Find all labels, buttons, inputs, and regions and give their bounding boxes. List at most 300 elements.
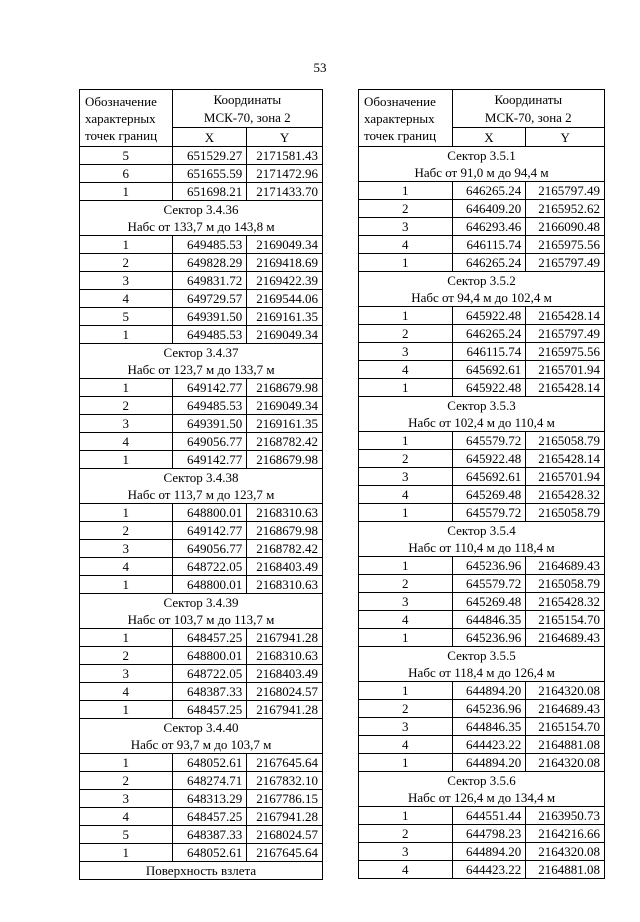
coord-y: 2165428.14 xyxy=(526,307,605,325)
coord-y: 2169161.35 xyxy=(247,415,323,433)
coord-y: 2164320.08 xyxy=(526,682,605,700)
sector-row xyxy=(359,272,605,290)
point-number: 1 xyxy=(80,844,173,862)
height-range-row xyxy=(359,289,605,307)
coord-x: 645579.72 xyxy=(452,575,526,593)
coord-y: 2165701.94 xyxy=(526,468,605,486)
table-row xyxy=(359,432,605,450)
point-number: 2 xyxy=(359,325,453,343)
coord-y: 2165975.56 xyxy=(526,236,605,254)
table-row xyxy=(359,468,605,486)
coord-y: 2165428.14 xyxy=(526,450,605,468)
sector-title: Сектор 3.4.39 xyxy=(80,594,323,612)
height-range-row xyxy=(80,361,323,379)
coord-y: 2165797.49 xyxy=(526,325,605,343)
table-row xyxy=(80,576,323,594)
coord-y: 2169049.34 xyxy=(247,397,323,415)
coord-x: 651655.59 xyxy=(172,165,247,183)
coord-x: 651698.21 xyxy=(172,183,247,201)
point-number: 3 xyxy=(359,593,453,611)
point-number: 2 xyxy=(359,575,453,593)
coord-x: 645922.48 xyxy=(452,450,526,468)
coord-y: 2168024.57 xyxy=(247,683,323,701)
table-row xyxy=(80,665,323,683)
point-number: 1 xyxy=(359,182,453,200)
table-row xyxy=(80,504,323,522)
table-row xyxy=(80,558,323,576)
coord-y: 2167941.28 xyxy=(247,701,323,719)
table-row xyxy=(80,540,323,558)
header-x: X xyxy=(172,128,247,147)
coord-y: 2165154.70 xyxy=(526,718,605,736)
coord-y: 2165428.14 xyxy=(526,379,605,397)
table-row xyxy=(359,236,605,254)
coord-x: 645692.61 xyxy=(452,468,526,486)
coord-x: 648387.33 xyxy=(172,683,247,701)
header-x: X xyxy=(452,128,526,147)
table-row xyxy=(359,807,605,825)
coord-x: 649391.50 xyxy=(172,415,247,433)
coord-y: 2165797.49 xyxy=(526,182,605,200)
coord-y: 2167786.15 xyxy=(247,790,323,808)
table-row xyxy=(80,808,323,826)
point-number: 2 xyxy=(80,772,173,790)
coord-y: 2165058.79 xyxy=(526,575,605,593)
coord-y: 2164216.66 xyxy=(526,825,605,843)
table-row xyxy=(359,450,605,468)
header-coordinates xyxy=(172,90,322,128)
coord-x: 648387.33 xyxy=(172,826,247,844)
height-range-row xyxy=(359,664,605,682)
coord-y: 2171581.43 xyxy=(247,147,323,165)
sector-row xyxy=(80,594,323,612)
coord-y: 2165058.79 xyxy=(526,432,605,450)
coord-y: 2165154.70 xyxy=(526,611,605,629)
point-number: 1 xyxy=(359,379,453,397)
point-number: 5 xyxy=(80,826,173,844)
sector-title: Сектор 3.5.4 xyxy=(359,522,605,540)
coord-x: 648457.25 xyxy=(172,701,247,719)
point-number: 1 xyxy=(359,682,453,700)
height-range: Набс от 123,7 м до 133,7 м xyxy=(80,361,323,379)
table-row xyxy=(80,236,323,254)
point-number: 2 xyxy=(359,450,453,468)
section-title-row xyxy=(80,862,323,880)
table-row xyxy=(359,307,605,325)
point-number: 1 xyxy=(359,807,453,825)
coord-x: 649729.57 xyxy=(172,290,247,308)
coord-y: 2168679.98 xyxy=(247,522,323,540)
coord-y: 2168679.98 xyxy=(247,451,323,469)
coord-x: 649056.77 xyxy=(172,540,247,558)
point-number: 4 xyxy=(359,611,453,629)
coord-x: 648052.61 xyxy=(172,754,247,772)
table-row xyxy=(359,379,605,397)
coord-y: 2169161.35 xyxy=(247,308,323,326)
height-range: Набс от 113,7 м до 123,7 м xyxy=(80,486,323,504)
coord-x: 649142.77 xyxy=(172,379,247,397)
coord-y: 2164320.08 xyxy=(526,754,605,772)
header-designation-line: точек границ xyxy=(364,127,437,143)
point-number: 3 xyxy=(80,665,173,683)
point-number: 1 xyxy=(80,504,173,522)
coord-y: 2168024.57 xyxy=(247,826,323,844)
point-number: 5 xyxy=(80,147,173,165)
coord-x: 648800.01 xyxy=(172,504,247,522)
sector-row xyxy=(359,647,605,665)
sector-row xyxy=(359,147,605,165)
point-number: 2 xyxy=(359,200,453,218)
sector-title: Сектор 3.4.38 xyxy=(80,469,323,487)
coord-x: 651529.27 xyxy=(172,147,247,165)
table-row xyxy=(80,272,323,290)
coord-y: 2167941.28 xyxy=(247,629,323,647)
coord-y: 2163950.73 xyxy=(526,807,605,825)
coord-x: 649485.53 xyxy=(172,236,247,254)
coord-x: 644798.23 xyxy=(452,825,526,843)
coord-x: 648722.05 xyxy=(172,558,247,576)
point-number: 2 xyxy=(80,647,173,665)
coord-x: 646115.74 xyxy=(452,236,526,254)
point-number: 1 xyxy=(80,576,173,594)
table-row xyxy=(359,825,605,843)
table-row xyxy=(359,254,605,272)
coord-y: 2168782.42 xyxy=(247,433,323,451)
table-row xyxy=(80,451,323,469)
table-row xyxy=(359,200,605,218)
table-row xyxy=(359,575,605,593)
coord-x: 645269.48 xyxy=(452,486,526,504)
header-designation-line: характерных xyxy=(85,110,156,126)
table-row xyxy=(80,754,323,772)
table-row xyxy=(359,325,605,343)
table-row xyxy=(80,701,323,719)
table-row xyxy=(359,361,605,379)
coord-y: 2165952.62 xyxy=(526,200,605,218)
coord-x: 644894.20 xyxy=(452,682,526,700)
header-coordinates-line: МСК-70, зона 2 xyxy=(203,109,291,125)
coord-x: 645579.72 xyxy=(452,432,526,450)
point-number: 3 xyxy=(359,218,453,236)
sector-title: Сектор 3.5.1 xyxy=(359,147,605,165)
coord-x: 646265.24 xyxy=(452,325,526,343)
table-row xyxy=(80,844,323,862)
page-number: 53 xyxy=(313,60,327,75)
height-range: Набс от 93,7 м до 103,7 м xyxy=(80,736,323,754)
coord-y: 2164881.08 xyxy=(526,736,605,754)
table-row xyxy=(80,379,323,397)
header-designation xyxy=(80,90,173,147)
coord-y: 2167645.64 xyxy=(247,754,323,772)
point-number: 3 xyxy=(359,843,453,861)
height-range-row xyxy=(359,539,605,557)
point-number: 1 xyxy=(80,236,173,254)
height-range-row xyxy=(359,414,605,432)
header-designation-line: характерных xyxy=(364,110,435,126)
coord-y: 2168679.98 xyxy=(247,379,323,397)
height-range: Набс от 126,4 м до 134,4 м xyxy=(359,789,605,807)
table-row xyxy=(359,629,605,647)
height-range: Набс от 133,7 м до 143,8 м xyxy=(80,218,323,236)
coord-y: 2166090.48 xyxy=(526,218,605,236)
point-number: 1 xyxy=(359,754,453,772)
coord-x: 648800.01 xyxy=(172,576,247,594)
coord-x: 648052.61 xyxy=(172,844,247,862)
coord-x: 645922.48 xyxy=(452,379,526,397)
sector-title: Сектор 3.4.37 xyxy=(80,344,323,362)
table-row xyxy=(359,557,605,575)
sector-row xyxy=(80,469,323,487)
point-number: 4 xyxy=(359,486,453,504)
point-number: 1 xyxy=(359,629,453,647)
coordinates-table-right xyxy=(358,89,605,879)
sector-row xyxy=(80,344,323,362)
coord-y: 2171433.70 xyxy=(247,183,323,201)
table-row xyxy=(359,218,605,236)
sector-row xyxy=(359,397,605,415)
table-row xyxy=(80,683,323,701)
coord-y: 2168403.49 xyxy=(247,558,323,576)
point-number: 5 xyxy=(80,308,173,326)
table-row xyxy=(80,772,323,790)
point-number: 2 xyxy=(80,522,173,540)
height-range: Набс от 102,4 м до 110,4 м xyxy=(359,414,605,432)
coord-x: 646293.46 xyxy=(452,218,526,236)
point-number: 1 xyxy=(359,254,453,272)
table-row xyxy=(80,183,323,201)
table-row xyxy=(359,861,605,879)
point-number: 4 xyxy=(359,236,453,254)
point-number: 1 xyxy=(80,754,173,772)
coord-y: 2164881.08 xyxy=(526,861,605,879)
point-number: 2 xyxy=(359,700,453,718)
height-range-row xyxy=(359,789,605,807)
point-number: 4 xyxy=(80,808,173,826)
table-row xyxy=(80,254,323,272)
coord-x: 649142.77 xyxy=(172,451,247,469)
sector-row xyxy=(80,201,323,219)
section-title: Поверхность взлета xyxy=(80,862,323,880)
coord-x: 644894.20 xyxy=(452,754,526,772)
coord-y: 2165428.32 xyxy=(526,486,605,504)
coord-x: 644423.22 xyxy=(452,861,526,879)
point-number: 1 xyxy=(80,629,173,647)
coord-y: 2169422.39 xyxy=(247,272,323,290)
table-row xyxy=(80,433,323,451)
point-number: 1 xyxy=(80,379,173,397)
coord-y: 2164689.43 xyxy=(526,629,605,647)
table-row xyxy=(80,647,323,665)
coord-x: 645236.96 xyxy=(452,700,526,718)
header-designation-line: Обозначение xyxy=(364,93,436,109)
coord-y: 2165428.32 xyxy=(526,593,605,611)
header-designation xyxy=(359,90,453,147)
sector-row xyxy=(80,719,323,737)
table-row xyxy=(80,522,323,540)
point-number: 3 xyxy=(80,415,173,433)
coord-y: 2168310.63 xyxy=(247,504,323,522)
coord-y: 2165701.94 xyxy=(526,361,605,379)
coord-y: 2168782.42 xyxy=(247,540,323,558)
point-number: 1 xyxy=(80,183,173,201)
table-row xyxy=(359,718,605,736)
coord-x: 648313.29 xyxy=(172,790,247,808)
coord-x: 645922.48 xyxy=(452,307,526,325)
point-number: 3 xyxy=(80,790,173,808)
coord-x: 646265.24 xyxy=(452,254,526,272)
height-range-row xyxy=(359,164,605,182)
table-row xyxy=(359,736,605,754)
coord-y: 2164320.08 xyxy=(526,843,605,861)
sector-title: Сектор 3.5.3 xyxy=(359,397,605,415)
coord-x: 646115.74 xyxy=(452,343,526,361)
coord-x: 645269.48 xyxy=(452,593,526,611)
table-row xyxy=(80,629,323,647)
coord-x: 645692.61 xyxy=(452,361,526,379)
table-row xyxy=(80,826,323,844)
header-coordinates xyxy=(452,90,604,128)
point-number: 3 xyxy=(359,343,453,361)
point-number: 1 xyxy=(359,307,453,325)
sector-title: Сектор 3.5.2 xyxy=(359,272,605,290)
coord-x: 648274.71 xyxy=(172,772,247,790)
coord-y: 2164689.43 xyxy=(526,700,605,718)
sector-title: Сектор 3.4.36 xyxy=(80,201,323,219)
coord-x: 644846.35 xyxy=(452,611,526,629)
point-number: 3 xyxy=(359,468,453,486)
table-row xyxy=(359,843,605,861)
point-number: 1 xyxy=(359,504,453,522)
height-range: Набс от 94,4 м до 102,4 м xyxy=(359,289,605,307)
height-range-row xyxy=(80,486,323,504)
coord-x: 649391.50 xyxy=(172,308,247,326)
coord-x: 648457.25 xyxy=(172,808,247,826)
coord-y: 2164689.43 xyxy=(526,557,605,575)
coord-x: 649142.77 xyxy=(172,522,247,540)
point-number: 4 xyxy=(359,361,453,379)
coord-x: 649828.29 xyxy=(172,254,247,272)
header-coordinates-line: МСК-70, зона 2 xyxy=(484,109,572,125)
table-row xyxy=(359,754,605,772)
sector-title: Сектор 3.4.40 xyxy=(80,719,323,737)
coord-x: 645236.96 xyxy=(452,629,526,647)
point-number: 1 xyxy=(80,326,173,344)
coord-y: 2165058.79 xyxy=(526,504,605,522)
point-number: 3 xyxy=(359,718,453,736)
point-number: 1 xyxy=(80,701,173,719)
coord-y: 2167832.10 xyxy=(247,772,323,790)
sector-row xyxy=(359,522,605,540)
coord-y: 2167645.64 xyxy=(247,844,323,862)
sector-title: Сектор 3.5.6 xyxy=(359,772,605,790)
table-row xyxy=(80,147,323,165)
point-number: 4 xyxy=(80,290,173,308)
table-row xyxy=(80,415,323,433)
table-row xyxy=(359,593,605,611)
coord-x: 649485.53 xyxy=(172,397,247,415)
coord-x: 644551.44 xyxy=(452,807,526,825)
point-number: 2 xyxy=(359,825,453,843)
height-range: Набс от 110,4 м до 118,4 м xyxy=(359,539,605,557)
table-row xyxy=(80,308,323,326)
sector-row xyxy=(359,772,605,790)
table-row xyxy=(359,611,605,629)
point-number: 2 xyxy=(80,254,173,272)
point-number: 1 xyxy=(359,432,453,450)
table-row xyxy=(80,290,323,308)
coord-x: 649831.72 xyxy=(172,272,247,290)
point-number: 4 xyxy=(80,433,173,451)
coord-y: 2168310.63 xyxy=(247,576,323,594)
height-range: Набс от 103,7 м до 113,7 м xyxy=(80,611,323,629)
point-number: 4 xyxy=(80,683,173,701)
point-number: 4 xyxy=(359,736,453,754)
coord-x: 648800.01 xyxy=(172,647,247,665)
coord-y: 2165975.56 xyxy=(526,343,605,361)
point-number: 3 xyxy=(80,272,173,290)
point-number: 1 xyxy=(359,557,453,575)
table-row xyxy=(359,182,605,200)
table-row xyxy=(80,790,323,808)
header-coordinates-line: Координаты xyxy=(494,91,563,107)
coord-x: 644894.20 xyxy=(452,843,526,861)
coordinates-table-left xyxy=(79,89,323,880)
header-designation-line: точек границ xyxy=(85,127,158,143)
sector-title: Сектор 3.5.5 xyxy=(359,647,605,665)
height-range-row xyxy=(80,736,323,754)
coord-y: 2168403.49 xyxy=(247,665,323,683)
table-row xyxy=(80,326,323,344)
header-coordinates-line: Координаты xyxy=(213,91,282,107)
height-range-row xyxy=(80,218,323,236)
coord-y: 2171472.96 xyxy=(247,165,323,183)
point-number: 6 xyxy=(80,165,173,183)
table-row xyxy=(359,700,605,718)
coord-y: 2169418.69 xyxy=(247,254,323,272)
table-row xyxy=(359,504,605,522)
table-row xyxy=(359,682,605,700)
height-range-row xyxy=(80,611,323,629)
coord-x: 645236.96 xyxy=(452,557,526,575)
coord-x: 646409.20 xyxy=(452,200,526,218)
table-row xyxy=(359,343,605,361)
point-number: 2 xyxy=(80,397,173,415)
coord-y: 2167941.28 xyxy=(247,808,323,826)
point-number: 4 xyxy=(80,558,173,576)
coord-x: 644423.22 xyxy=(452,736,526,754)
coord-x: 649485.53 xyxy=(172,326,247,344)
table-row xyxy=(80,397,323,415)
header-y: Y xyxy=(247,128,323,147)
coord-y: 2169049.34 xyxy=(247,326,323,344)
coord-x: 648457.25 xyxy=(172,629,247,647)
height-range: Набс от 118,4 м до 126,4 м xyxy=(359,664,605,682)
coord-x: 645579.72 xyxy=(452,504,526,522)
header-y: Y xyxy=(526,128,605,147)
table-row xyxy=(359,486,605,504)
point-number: 1 xyxy=(80,451,173,469)
coord-x: 646265.24 xyxy=(452,182,526,200)
table-row xyxy=(80,165,323,183)
coord-y: 2168310.63 xyxy=(247,647,323,665)
coord-y: 2169049.34 xyxy=(247,236,323,254)
point-number: 4 xyxy=(359,861,453,879)
coord-x: 648722.05 xyxy=(172,665,247,683)
coord-y: 2165797.49 xyxy=(526,254,605,272)
point-number: 3 xyxy=(80,540,173,558)
height-range: Набс от 91,0 м до 94,4 м xyxy=(359,164,605,182)
coord-y: 2169544.06 xyxy=(247,290,323,308)
